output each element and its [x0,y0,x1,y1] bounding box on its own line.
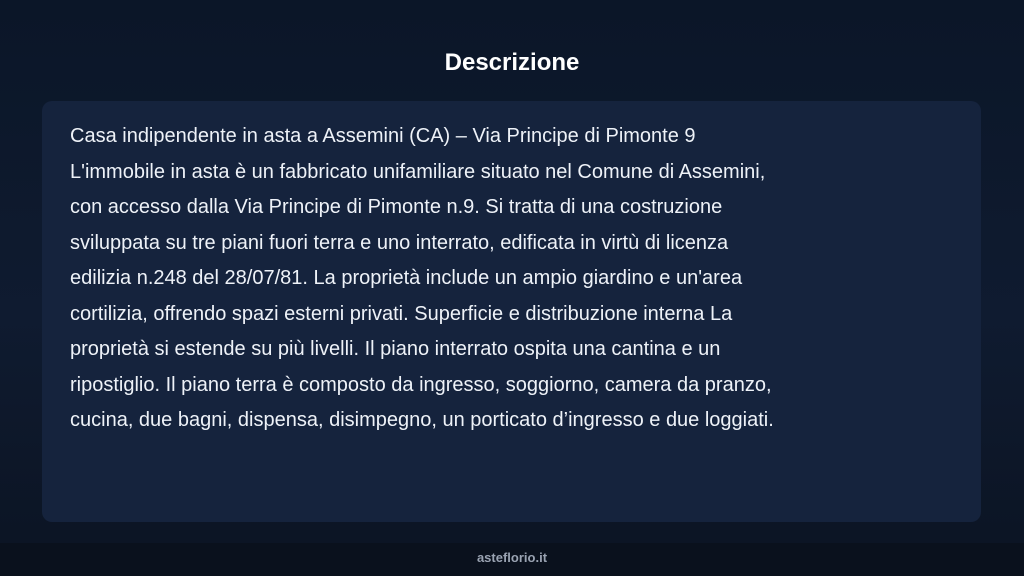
description-line: Casa indipendente in asta a Assemini (CA) – Via Principe di Pimonte 9 [70,125,696,147]
description-line: L'immobile in asta è un fabbricato unifamiliare situato nel Comune di Assemini, [70,160,766,183]
description-line: cucina, due bagni, dispensa, disimpegno, un porticato d’ingresso e due loggiati. [70,409,774,431]
page-title: Descrizione [444,49,580,76]
description-line: proprietà si estende su più livelli. Il piano interrato ospita una cantina e un [70,338,721,360]
description-line: edilizia n.248 del 28/07/81. La proprietà include un ampio giardino e un'area [70,267,743,289]
description-line: ripostiglio. Il piano terra è composto da ingresso, soggiorno, camera da pranzo, [70,373,772,396]
description-line: cortilizia, offrendo spazi esterni privati. Superficie e distribuzione interna La [70,302,733,325]
site-name: asteflorio.it [476,550,548,565]
description-line: sviluppata su tre piani fuori terra e uno interrato, edificata in virtù di licenza [70,231,729,254]
description-text [70,119,953,439]
description-card [42,101,981,522]
footer-bar [0,543,1024,576]
description-line: con accesso dalla Via Principe di Pimonte n.9. Si tratta di una costruzione [70,196,723,218]
